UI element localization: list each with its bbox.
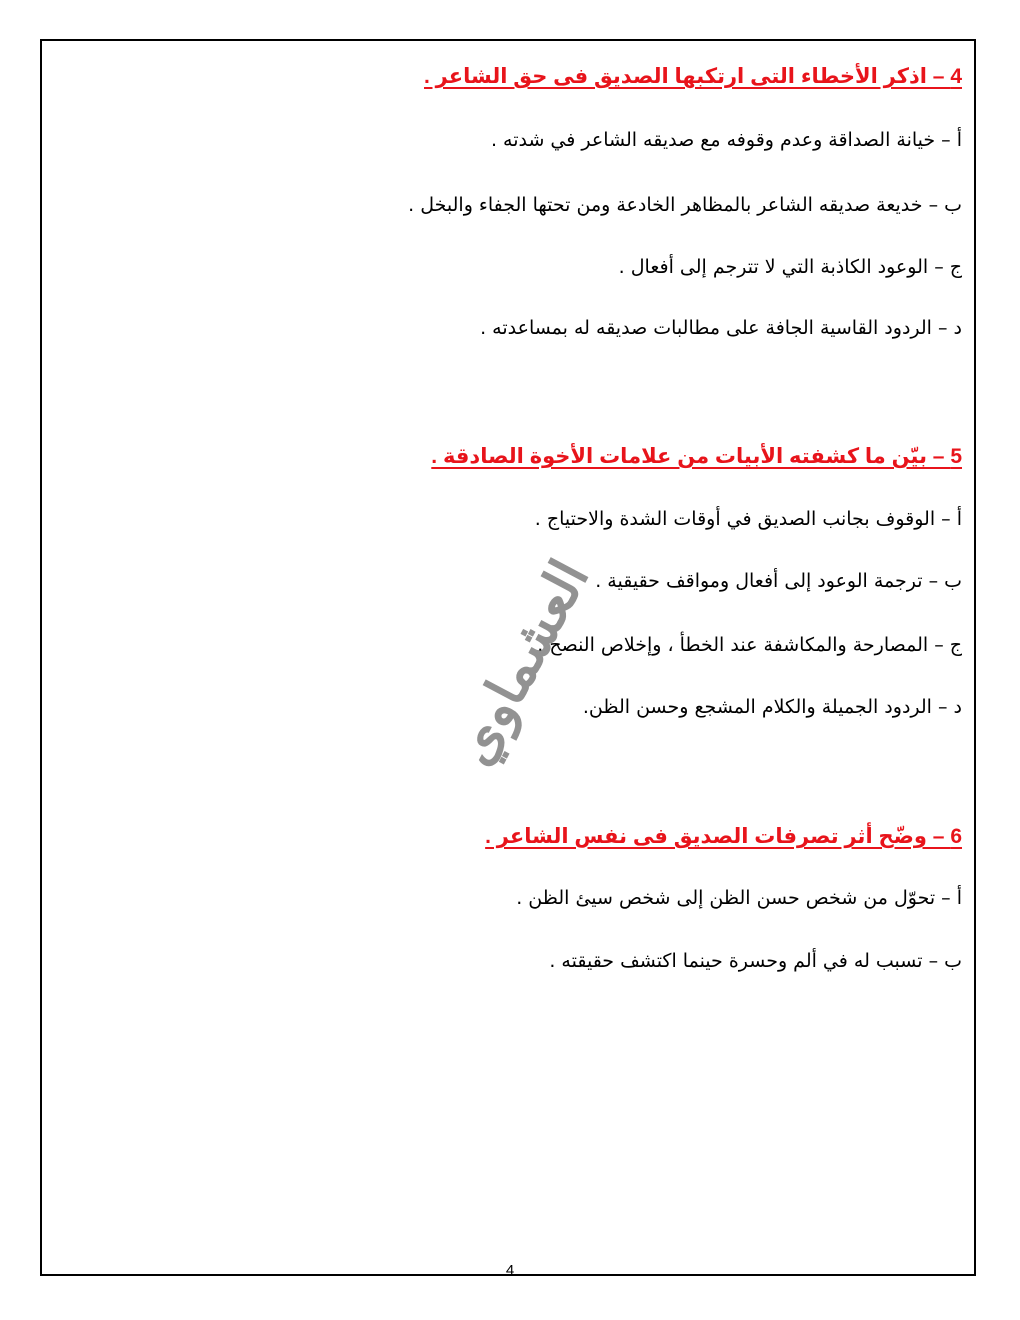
question-6-heading: 6 – وضّح أثر تصرفات الصديق فى نفس الشاعر .	[485, 825, 962, 848]
question-5-answer-b: ب – ترجمة الوعود إلى أفعال ومواقف حقيقية .	[595, 570, 962, 592]
question-4-answer-b: ب – خديعة صديقه الشاعر بالمظاهر الخادعة ومن تحتها الجفاء والبخل .	[408, 194, 962, 216]
question-5-heading: 5 – بيّن ما كشفته الأبيات من علامات الأخوة الصادقة .	[431, 445, 962, 468]
watermark-text: العشماوي	[440, 549, 602, 775]
question-5-answer-c: ج – المصارحة والمكاشفة عند الخطأ ، وإخلاص النصح .	[537, 634, 962, 656]
question-5-answer-d: د – الردود الجميلة والكلام المشجع وحسن الظن.	[582, 696, 962, 718]
question-6-answer-b: ب – تسبب له في ألم وحسرة حينما اكتشف حقيقته .	[549, 950, 962, 972]
question-5-answer-a: أ – الوقوف بجانب الصديق في أوقات الشدة والاحتياج .	[534, 508, 962, 530]
page-number: 4	[505, 1262, 515, 1279]
question-4-answer-a: أ – خيانة الصداقة وعدم وقوفه مع صديقه الشاعر في شدته .	[490, 129, 962, 151]
question-4-answer-c: ج – الوعود الكاذبة التي لا تترجم إلى أفعال .	[618, 256, 962, 278]
question-6-answer-a: أ – تحوّل من شخص حسن الظن إلى شخص سيئ الظن .	[516, 887, 962, 909]
page-frame	[40, 39, 976, 1276]
question-4-answer-d: د – الردود القاسية الجافة على مطالبات صديقه له بمساعدته .	[480, 317, 962, 339]
question-4-heading: 4 – اذكر الأخطاء التى ارتكبها الصديق فى حق الشاعر .	[424, 65, 962, 88]
